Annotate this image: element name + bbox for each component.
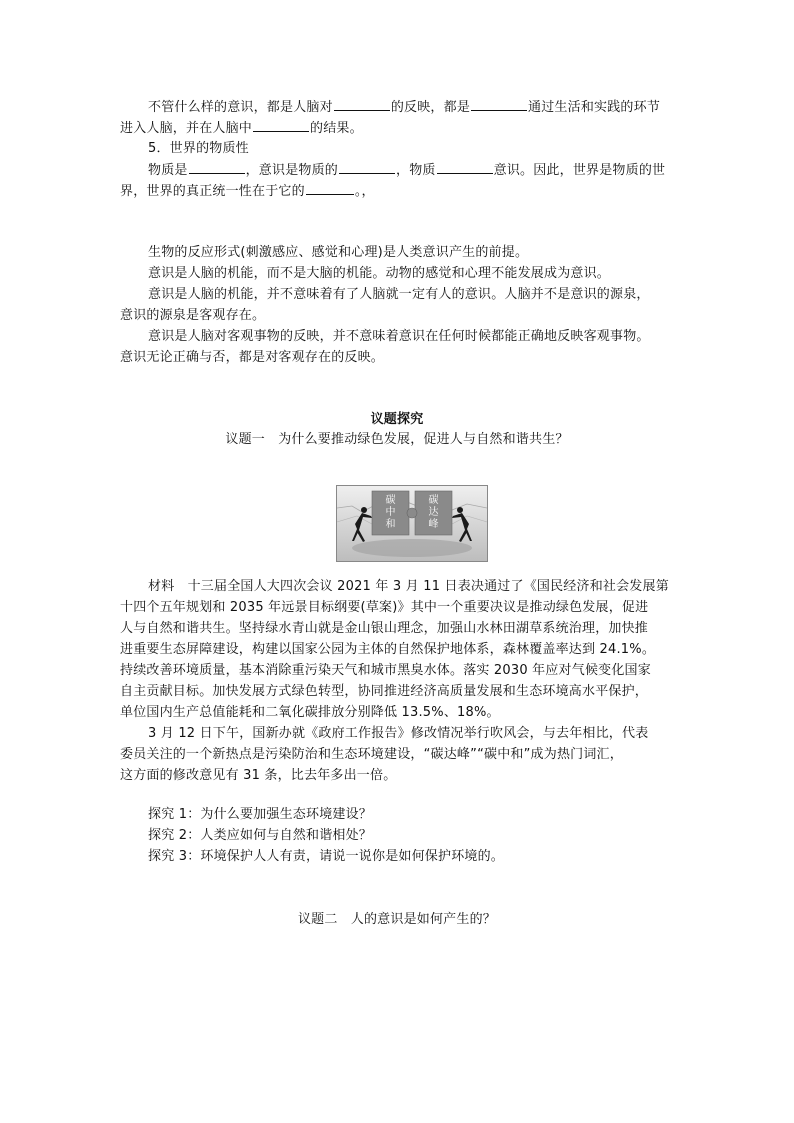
- block-right-char-1: 碳: [428, 495, 439, 506]
- blank-field[interactable]: [471, 98, 527, 111]
- text: 界，世界的真正统一性在于它的: [120, 184, 305, 199]
- text: 不管什么样的意识，都是人脑对: [148, 100, 333, 115]
- text: 意识。因此，世界是物质的世: [493, 163, 666, 178]
- blank-field[interactable]: [253, 119, 309, 132]
- text: 的反映，都是: [390, 100, 471, 115]
- blank-field[interactable]: [339, 161, 395, 174]
- block-left-char-2: 中: [385, 507, 396, 518]
- fill-line-4: [120, 182, 375, 202]
- topic-2-title: 议题二 人的意识是如何产生的？: [297, 912, 496, 927]
- note-2: 意识是人脑的机能，而不是大脑的机能。动物的感觉和心理不能发展成为意识。: [148, 266, 611, 281]
- text: 。，: [354, 184, 375, 199]
- note-3-line-1: 意识是人脑的机能，并不意味着有了人脑就一定有人的意识。人脑并不是意识的源泉，: [148, 287, 650, 302]
- material-line: 这方面的修改意见有 31 条，比去年多出一倍。: [120, 768, 397, 783]
- fill-line-3: [148, 161, 665, 181]
- blank-field[interactable]: [334, 98, 390, 111]
- material-line: 材料 十三届全国人大四次会议 2021 年 3 月 11 日表决通过了《国民经济和社会发展第: [148, 579, 669, 594]
- inquiry-question: 探究 3：环境保护人人有责，请说一说你是如何保护环境的。: [148, 849, 505, 864]
- block-left-char-3: 和: [385, 519, 396, 530]
- blank-field[interactable]: [306, 182, 354, 195]
- note-1: 生物的反应形式(刺激感应、感觉和心理)是人类意识产生的前提。: [148, 245, 529, 260]
- note-4-line-1: 意识是人脑对客观事物的反映，并不意味着意识在任何时候都能正确地反映客观事物。: [148, 329, 650, 344]
- block-left-char-1: 碳: [385, 495, 396, 506]
- carbon-illustration: [336, 485, 488, 562]
- text: ，意识是物质的: [245, 163, 339, 178]
- carbon-illustration-graphic: [337, 486, 487, 561]
- material-line: 单位国内生产总值能耗和二氧化碳排放分别降低 13.5%、18%。: [120, 705, 500, 720]
- text: ，物质: [396, 163, 436, 178]
- text: 进入人脑，并在人脑中: [120, 121, 253, 136]
- material-line: 人与自然和谐共生。坚持绿水青山就是金山银山理念，加强山水林田湖草系统治理，加快推: [120, 621, 649, 636]
- fill-line-1: [148, 98, 660, 118]
- note-4-line-2: 意识无论正确与否，都是对客观存在的反映。: [120, 350, 385, 365]
- topic-1-title: 议题一 为什么要推动绿色发展，促进人与自然和谐共生？: [225, 432, 569, 447]
- block-right-char-2: 达: [428, 507, 439, 518]
- note-3-line-2: 意识的源泉是客观存在。: [120, 308, 266, 323]
- text: 的结果。: [310, 121, 363, 136]
- material-line: 持续改善环境质量，基本消除重污染天气和城市黑臭水体。落实 2030 年应对气候变化国家: [120, 663, 651, 678]
- blank-field[interactable]: [437, 161, 493, 174]
- fill-line-2: [120, 119, 363, 139]
- material-line: 自主贡献目标。加快发展方式绿色转型，协同推进经济高质量发展和生态环境高水平保护，: [120, 684, 649, 699]
- inquiry-question: 探究 1：为什么要加强生态环境建设？: [148, 807, 373, 822]
- section-heading: 议题探究: [370, 412, 424, 427]
- material-line: 十四个五年规划和 2035 年远景目标纲要(草案)》其中一个重要决议是推动绿色发展，促进: [120, 600, 649, 615]
- item-5-title: 5．世界的物质性: [148, 141, 249, 156]
- material-line: 3 月 12 日下午，国新办就《政府工作报告》修改情况举行吹风会，与去年相比，代表: [148, 726, 649, 741]
- material-line: 委员关注的一个新热点是污染防治和生态环境建设，“碳达峰”“碳中和”成为热门词汇，: [120, 747, 623, 762]
- inquiry-question: 探究 2：人类应如何与自然和谐相处？: [148, 828, 373, 843]
- blank-field[interactable]: [189, 161, 245, 174]
- text: 通过生活和实践的环节: [528, 100, 661, 115]
- material-line: 进重要生态屏障建设，构建以国家公园为主体的自然保护地体系，森林覆盖率达到 24.1%。: [120, 642, 656, 657]
- text: 物质是: [148, 163, 188, 178]
- block-right-char-3: 峰: [428, 519, 439, 530]
